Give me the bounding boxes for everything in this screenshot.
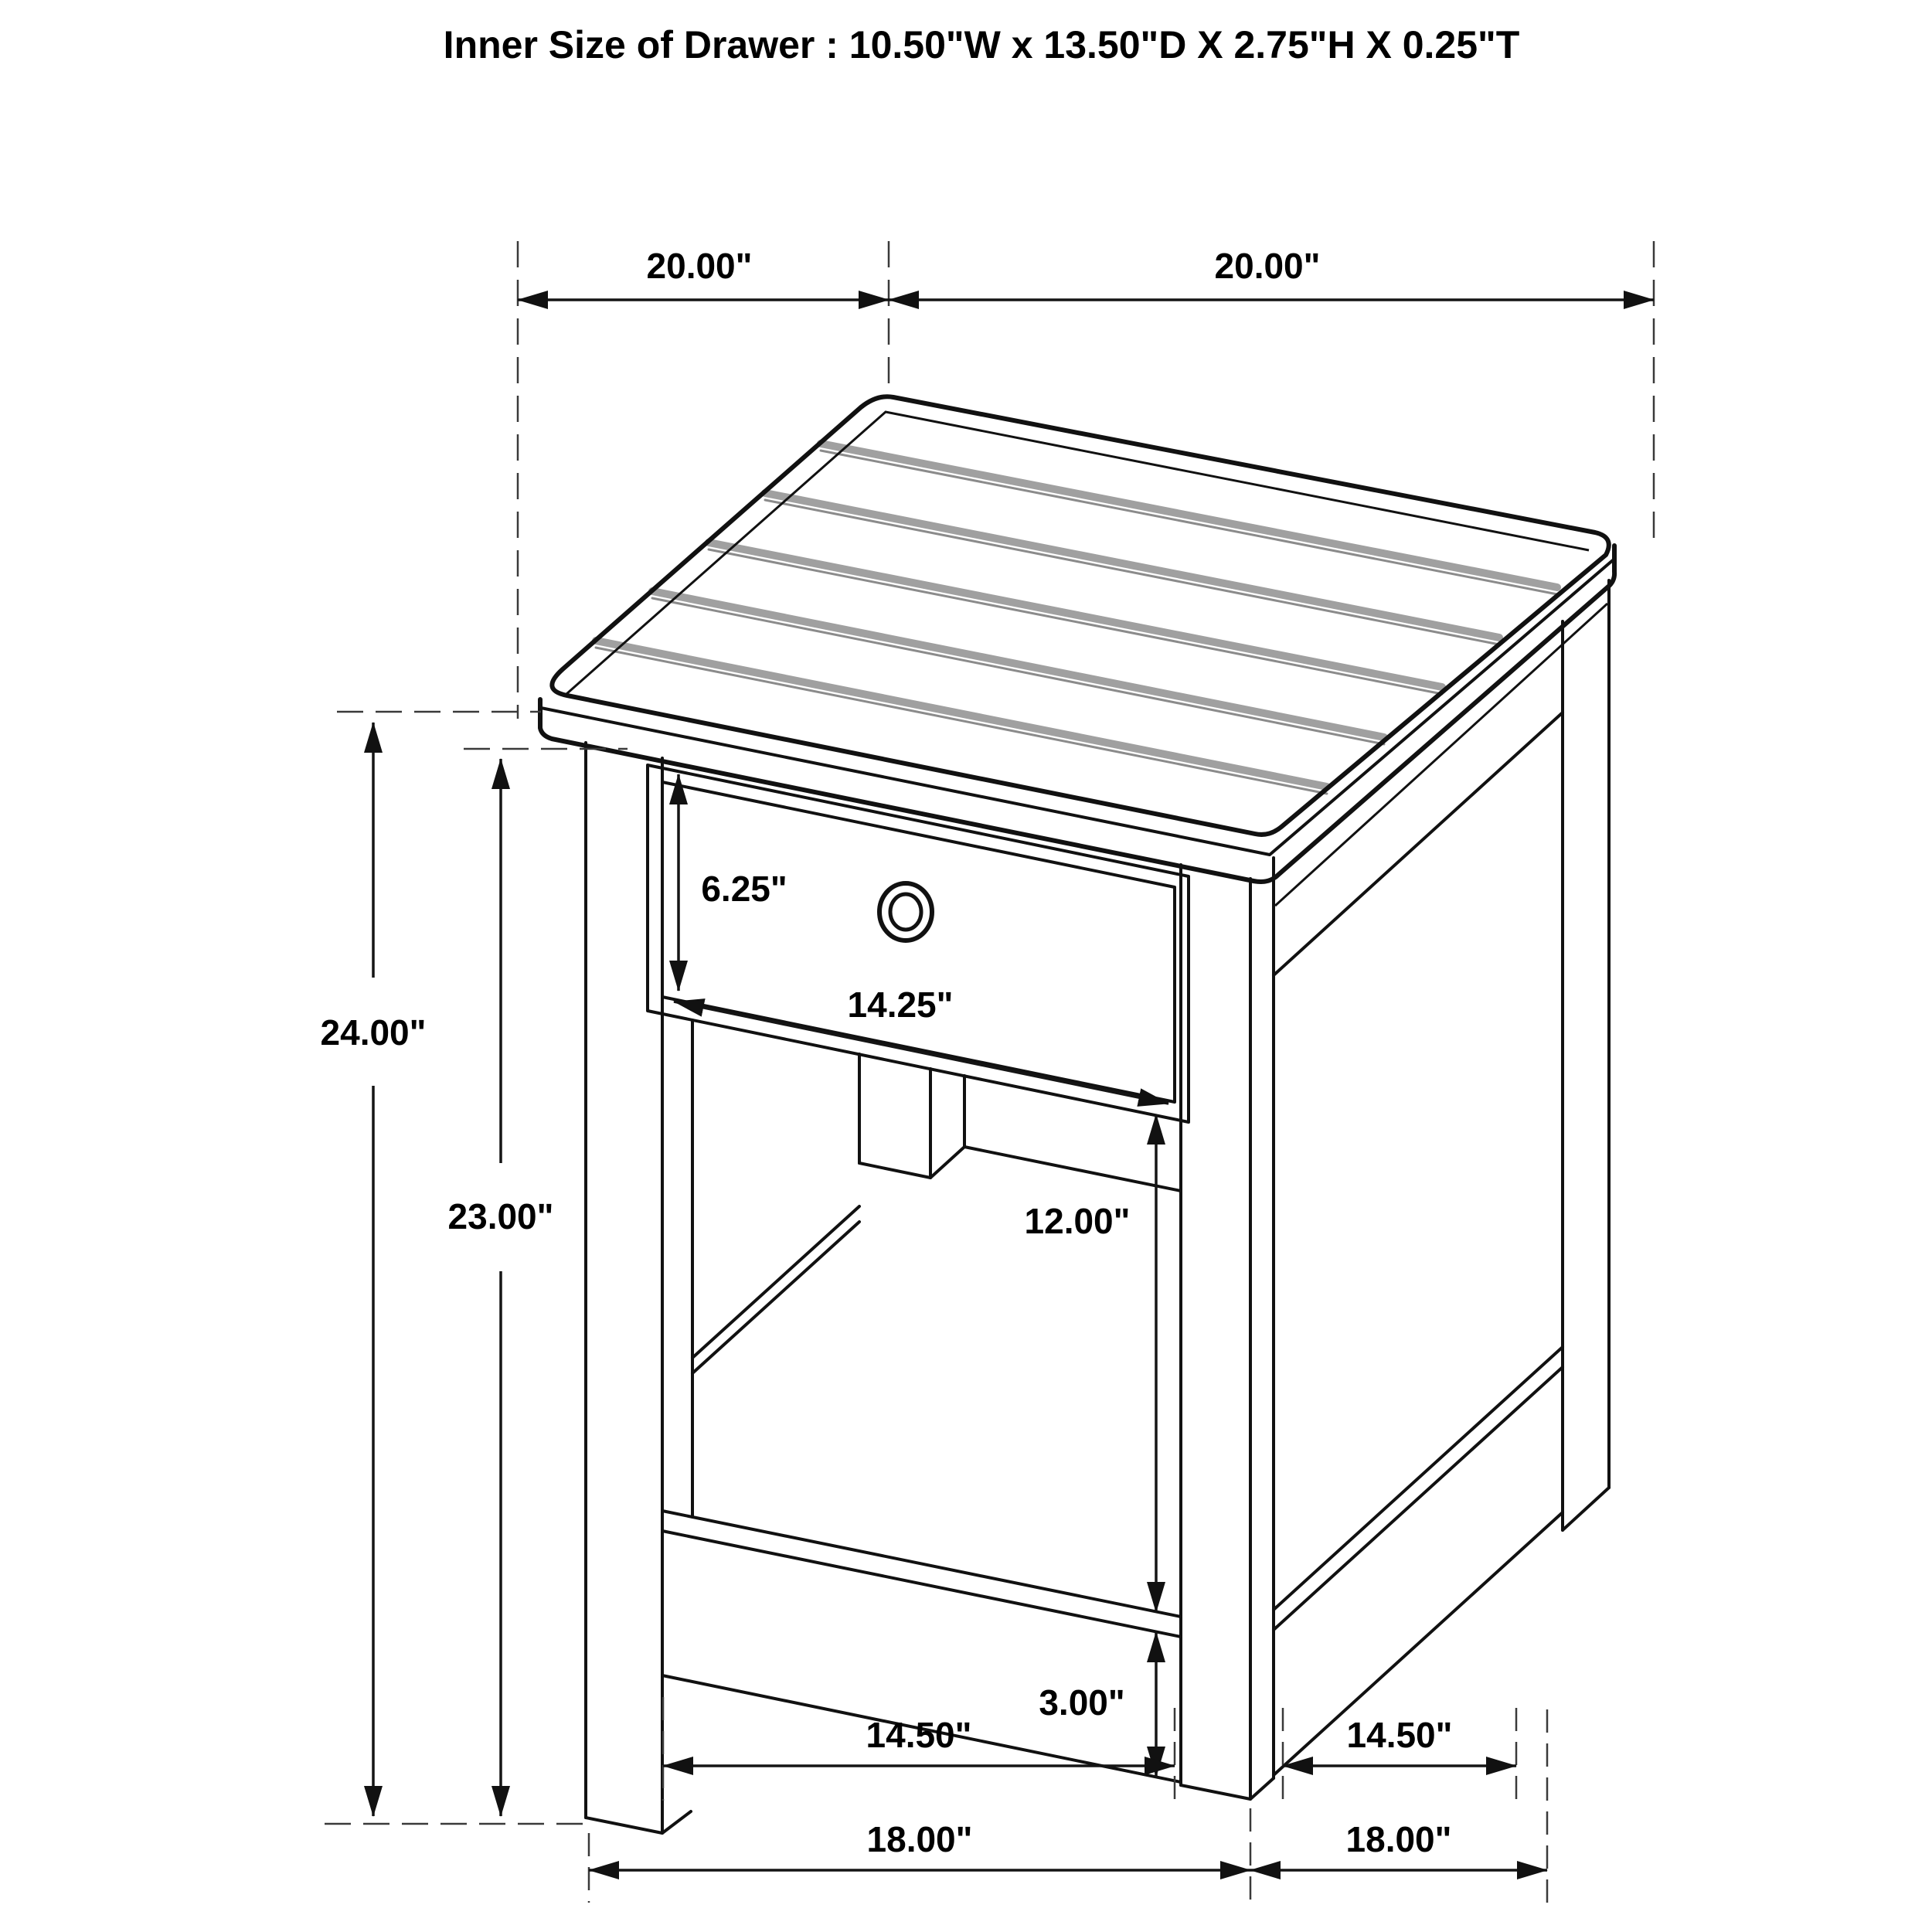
dim-label-shelf-clearance: 12.00" [1024,1201,1131,1241]
dim-label-drawer-width: 14.25" [847,985,954,1025]
dim-label-leg-span-side: 14.50" [1346,1715,1453,1755]
drawer-front [662,782,1175,1102]
dim-label-base-front: 18.00" [866,1819,973,1859]
knob-icon [879,883,932,940]
dim-label-drawer-height: 6.25" [701,869,787,909]
table-top-underside [540,546,1614,882]
extension-lines [325,241,1654,1907]
dim-label-overall-height: 24.00" [320,1012,427,1053]
diagram-title: Inner Size of Drawer : 10.50"W x 13.50"D X 2.75"H X 0.25"T [443,23,1520,66]
right-side-rails [1274,604,1607,1775]
dim-shelf-clearance [1025,1114,1156,1612]
dim-label-base-side: 18.00" [1345,1819,1452,1859]
dim-leg-height [448,759,554,1816]
dim-label-top-width-left: 20.00" [646,246,753,286]
dim-base-side [1250,1819,1547,1870]
right-back-leg [1563,580,1609,1530]
dim-drawer-height [679,774,787,991]
left-leg [586,743,691,1833]
drawer-opening-frame [648,765,1189,1122]
dim-label-leg-height: 23.00" [447,1196,554,1236]
table-top [540,396,1614,882]
dim-leg-span-side [1283,1715,1516,1766]
front-right-leg [1181,858,1274,1799]
dim-top-width-left [518,246,889,300]
dim-label-stretcher-height: 3.00" [1039,1682,1125,1723]
dim-top-width-right [889,246,1654,300]
shelf [662,1020,1181,1637]
dim-base-front [589,1819,1250,1870]
dim-label-leg-span-front: 14.50" [866,1715,972,1755]
drawer [648,765,1189,1122]
dim-label-top-width-right: 20.00" [1214,246,1321,286]
dim-overall-height [321,723,427,1816]
